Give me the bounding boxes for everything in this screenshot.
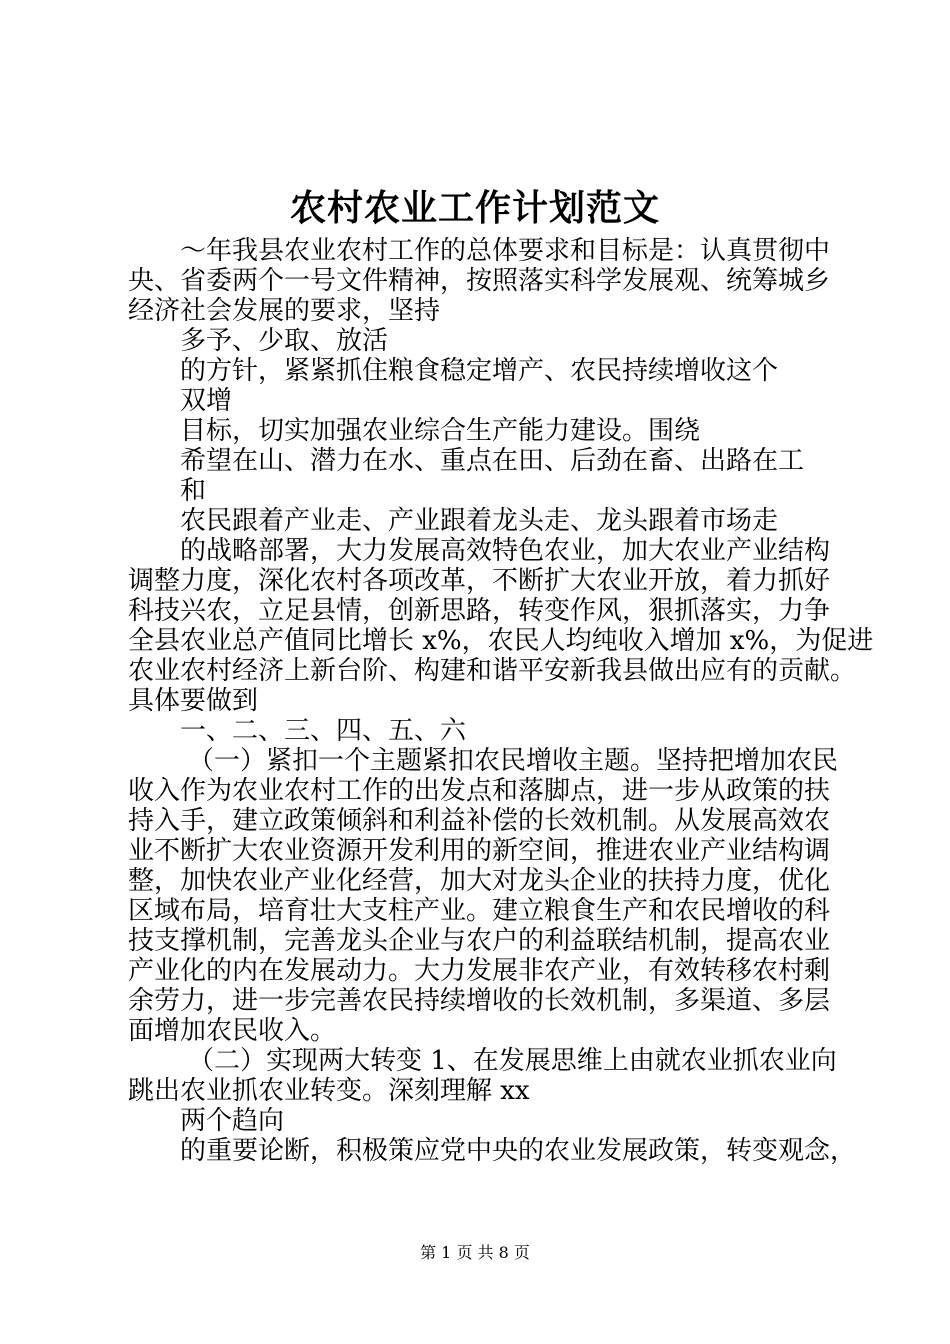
body-line: 多予、少取、放活: [180, 326, 389, 356]
body-line: （一）紧扣一个主题紧扣农民增收主题。坚持把增加农民: [188, 746, 839, 776]
body-line: 整，加快农业产业化经营，加大对龙头企业的扶持力度，优化: [128, 866, 831, 896]
body-line: 农业农村经济上新台阶、构建和谐平安新我县做出应有的贡献。: [128, 656, 857, 686]
body-line: 的战略部署，大力发展高效特色农业，加大农业产业结构: [180, 536, 831, 566]
body-line: 持入手，建立政策倾斜和利益补偿的长效机制。从发展高效农: [128, 806, 831, 836]
body-line: 的方针，紧紧抓住粮食稳定增产、农民持续增收这个: [180, 356, 779, 386]
body-line: 业不断扩大农业资源开发利用的新空间，推进农业产业结构调: [128, 836, 831, 866]
body-line: 收入作为农业农村工作的出发点和落脚点，进一步从政策的扶: [128, 776, 831, 806]
body-line: 产业化的内在发展动力。大力发展非农产业，有效转移农村剩: [128, 956, 831, 986]
body-line: 和: [180, 476, 207, 506]
body-line: 跳出农业抓农业转变。深刻理解 xx: [128, 1076, 530, 1106]
page-footer: 第 1 页 共 8 页: [420, 1243, 530, 1262]
body-line: 调整力度，深化农村各项改革，不断扩大农业开放，着力抓好: [128, 566, 831, 596]
body-line: ～年我县农业农村工作的总体要求和目标是：认真贯彻中: [180, 236, 831, 266]
document-body: [128, 236, 874, 1166]
body-line: 农民跟着产业走、产业跟着龙头走、龙头跟着市场走: [180, 506, 779, 536]
body-line: 余劳力，进一步完善农民持续增收的长效机制，多渠道、多层: [128, 986, 831, 1016]
body-line: 两个趋向: [180, 1106, 285, 1136]
body-line: 目标，切实加强农业综合生产能力建设。围绕: [180, 416, 701, 446]
body-line: 的重要论断，积极策应党中央的农业发展政策，转变观念，: [180, 1136, 857, 1166]
body-line: 全县农业总产值同比增长 x%，农民人均纯收入增加 x%，为促进: [128, 626, 874, 656]
body-line: （二）实现两大转变 1、在发展思维上由就农业抓农业向: [188, 1046, 837, 1076]
body-line: 一、二、三、四、五、六: [180, 716, 467, 746]
body-line: 区域布局，培育壮大支柱产业。建立粮食生产和农民增收的科: [128, 896, 831, 926]
body-line: 面增加农民收入。: [128, 1016, 337, 1046]
body-line: 双增: [180, 386, 233, 416]
body-line: 科技兴农，立足县情，创新思路，转变作风，狠抓落实，力争: [128, 596, 831, 626]
body-line: 经济社会发展的要求，坚持: [128, 296, 441, 326]
document-title: 农村农业工作计划范文: [289, 187, 660, 229]
body-line: 央、省委两个一号文件精神，按照落实科学发展观、统筹城乡: [128, 266, 831, 296]
body-line: 具体要做到: [128, 686, 259, 716]
body-line: 技支撑机制，完善龙头企业与农户的利益联结机制，提高农业: [128, 926, 831, 956]
body-line: 希望在山、潜力在水、重点在田、后劲在畜、出路在工: [180, 446, 805, 476]
